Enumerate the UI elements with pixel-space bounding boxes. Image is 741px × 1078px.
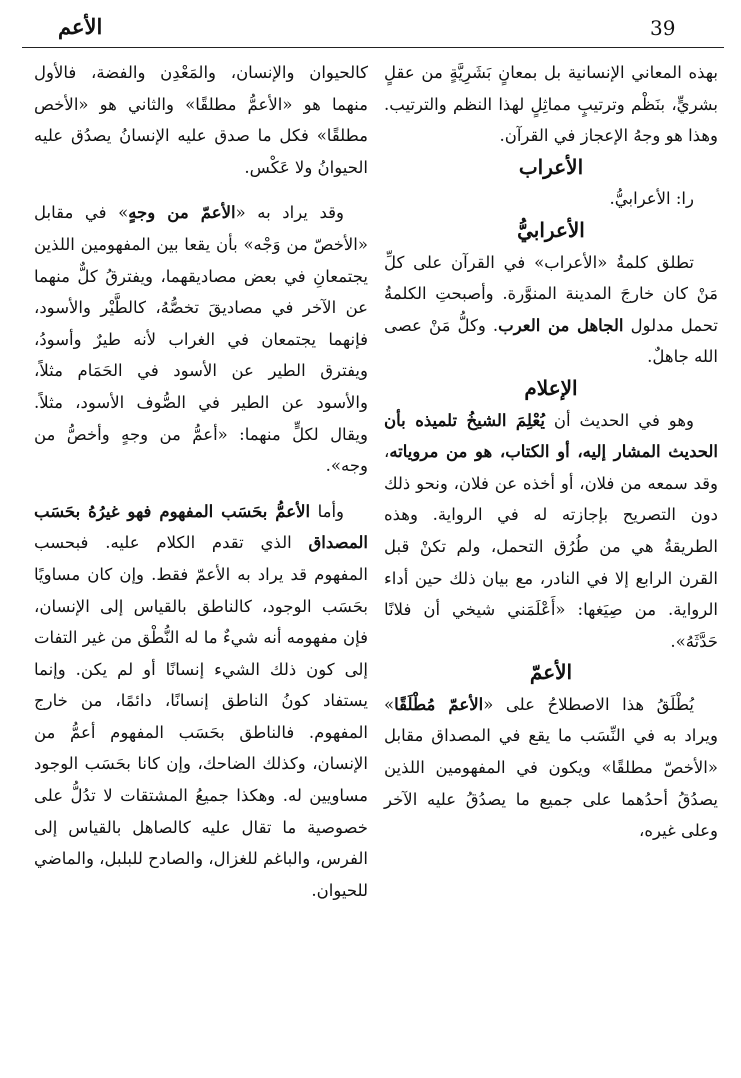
paragraph xyxy=(384,405,718,658)
text-run: بهذه المعاني الإنسانية بل بمعانٍ بَشَرِيَّةٍ من عقلٍ بشريٍّ، بنَظْم وترتيبٍ مماثِلٍ لهذا النظم والترتيب. وهذا هو وجهُ الإعجاز في القرآن. xyxy=(384,63,718,146)
text-run: كالحيوان والإنسان، والمَعْدِن والفضة، فالأول منهما هو «الأعمُّ مطلقًا» والثاني هو «الأخص مطلقًا» فكل ما صدق عليه الإنسانُ يصدُق عليه الحيوانُ ولا عَكْس. xyxy=(34,63,368,177)
text-run: وهو في الحديث أن xyxy=(544,410,694,430)
page-number: 39 xyxy=(650,16,676,40)
header-rule xyxy=(22,47,724,48)
bold-term: الجاهل من العرب xyxy=(498,315,624,335)
left-column xyxy=(34,57,368,906)
paragraph xyxy=(34,197,368,481)
bold-term: الأعمّ من وجهٍ xyxy=(128,203,236,223)
text-run: وأما xyxy=(310,501,344,521)
paragraph-gap xyxy=(34,482,368,496)
text-run: . وكلُّ مَنْ عصى الله جاهلٌ. xyxy=(384,315,718,367)
text-run: ، وقد سمعه من فلان، أو أخذه عن فلان، ونحو ذلك دون التصريح بإجازته له في الرواية. وهذه الطريقةُ هي من طُرُق التحمل، ولم تكنْ قبل القرن الرابع إلا في النادر، مع بيان ذلك حين أداء الرواية. من صِيَغها: «أَعْلَمَني شيخي أن فلانًا حَدَّثَهُ». xyxy=(384,442,718,651)
text-run: تطلق كلمةُ «الأعراب» في القرآن على كلِّ مَنْ كان خارجَ المدينة المنوَّرة. وأصبحتِ الكلمةُ تحمل مدلول xyxy=(384,252,718,335)
paragraph xyxy=(384,689,718,847)
text-run: الذي تقدم الكلام عليه. فبحسب المفهوم قد يراد به الأعمّ فقط. وإن كان مساويًا بحَسَب الوجود، كالناطق بالقياس إلى الإنسان، فإن مفهومه أنه شيءٌ ما له النُّطْق من غير التفات إلى كون ذلك الشيء إنسانًا أو لم يكن. وإنما يستفاد كونُ الناطق إنسانًا، دائمًا، من خارج المفهوم. فالناطق بحَسَب المفهوم أعمُّ من الإنسان، وكذلك الضاحك، وإن كانا بحَسَب الوجود مساويين له. وهكذا جميعُ المشتقات لا تدُلُّ على خصوصية ما تقال عليه كالصاهل بالقياس إلى الفرس، والباغم للغزال، والصادح للبلبل، والماضي للحيوان. xyxy=(34,533,368,900)
text-run: را: الأعرابيُّ. xyxy=(609,189,694,209)
paragraph xyxy=(384,183,718,215)
paragraph xyxy=(384,57,718,152)
right-column xyxy=(384,57,718,847)
paragraph xyxy=(384,247,718,373)
paragraph xyxy=(34,57,368,183)
running-head: الأعم xyxy=(58,14,103,39)
paragraph xyxy=(34,496,368,907)
section-heading: الأعرابيُّ xyxy=(517,217,585,242)
text-run: » في مقابل «الأخصّ من وَجْه» بأن يقعا بين المفهومين اللذين يجتمعانِ في بعض مصاديقهما، ويفترقُ كلٌّ منهما عن الآخر في مصاديقَ تخصُّهُ، كالطَّيْر والأسود، فإنهما يجتمعان في الغراب لأنه طيرٌ وأسودُ، ويفترق الطير عن الأسود في الحَمَام مثلاً، والأسود عن الطير في الصُّوف الأسود، مثلاً. ويقال لكلٍّ منهما: «أعمُّ من وجهٍ وأخصُّ من وجه». xyxy=(34,203,368,476)
bold-term: الأعمُّ بحَسَب المفهوم فهو غيرُهُ بحَسَب المصداق xyxy=(34,501,368,553)
bold-term: يُعْلِمَ الشيخُ تلميذه بأن الحديث المشار إليه، أو الكتاب، هو من مروياته xyxy=(384,410,718,462)
paragraph-gap xyxy=(34,183,368,197)
bold-term: الأعمّ مُطْلَقًا xyxy=(394,694,484,714)
section-heading: الأعراب xyxy=(518,154,584,179)
page-header xyxy=(22,10,722,44)
text-run: » ويراد به في النِّسَب ما يقع في المصداق مقابل «الأخصّ مطلقًا» ويكون في المفهومين اللذين يصدُقُ أحدُهما على جميع ما يصدُقُ عليه الآخر وعلى غيره، xyxy=(384,694,718,841)
section-heading: الأعمّ xyxy=(529,660,573,685)
text-run: يُطْلَقُ هذا الاصطلاحُ على « xyxy=(483,694,694,714)
section-heading: الإعلام xyxy=(524,375,578,400)
text-run: وقد يراد به « xyxy=(235,203,344,223)
